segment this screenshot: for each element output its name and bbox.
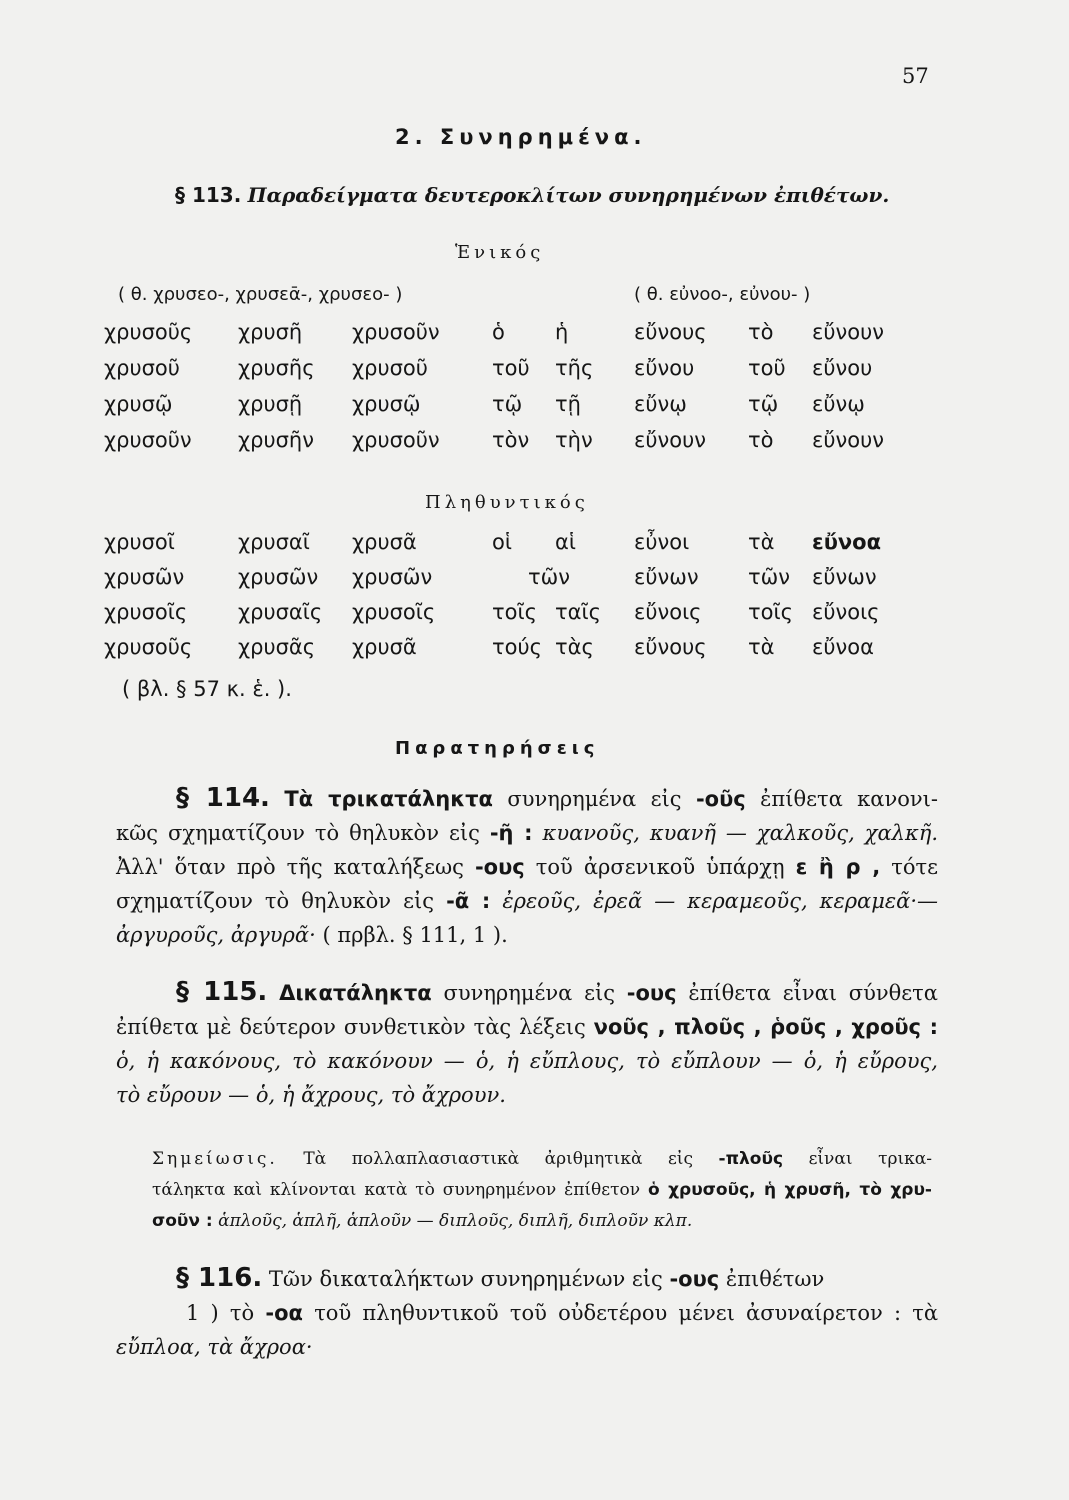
singular-label: Ἑνικός xyxy=(455,242,545,263)
example: εὔπλοα, τὰ ἄχροα· xyxy=(116,1335,313,1359)
table-cell: αἱ xyxy=(555,530,576,554)
ending: -ους xyxy=(669,1267,720,1291)
example: ἀργυροῦς, ἀργυρᾶ· xyxy=(116,923,316,947)
table-cell: χρυσοῦς xyxy=(104,635,193,659)
example: ὁ, ἡ κακόνους, τὸ κακόνουν — ὁ, ἡ εὔπλους, τὸ εὔπλουν — ὁ, ἡ εὔρους, xyxy=(116,1049,938,1073)
text: τάληκτα καὶ κλίνονται κατὰ τὸ συνηρημένον ἐπίθετον xyxy=(152,1180,641,1200)
text: ἐπιθέτων xyxy=(725,1267,825,1291)
words: νοῦς , πλοῦς , ῥοῦς , χροῦς : xyxy=(593,1015,938,1039)
table-cell: χρυσᾶς xyxy=(238,635,316,659)
section-115 xyxy=(116,975,938,1112)
table-cell: εὔνοα xyxy=(812,635,874,659)
table-cell: εὔνουν xyxy=(812,320,884,344)
table-cell: εὔνουν xyxy=(634,428,706,452)
section-sign: § 113. xyxy=(175,183,242,207)
cross-reference: ( βλ. § 57 κ. ἑ. ). xyxy=(122,677,292,701)
table-cell: τῷ xyxy=(748,392,779,416)
table-cell: τῶν xyxy=(748,565,790,589)
text: σχηματίζουν τὸ θηλυκὸν εἰς xyxy=(116,889,434,913)
stems-left: ( θ. χρυσεο-, χρυσεᾱ-, χρυσεο- ) xyxy=(118,284,403,305)
text: τοῦ ἀρσενικοῦ ὑπάρχῃ xyxy=(535,855,785,879)
table-cell: χρυσᾶ xyxy=(352,635,417,659)
section-114 xyxy=(116,781,938,952)
table-cell: τὸ xyxy=(748,320,774,344)
table-cell: τὰ xyxy=(748,635,775,659)
table-cell: εὔνους xyxy=(634,635,707,659)
observations-title: Παρατηρήσεις xyxy=(395,738,600,759)
section-114-lead: Τὰ τρικατάληκτα xyxy=(284,787,493,811)
stems-right: ( θ. εὐνοο-, εὐνου- ) xyxy=(634,284,811,305)
letters: ε ἢ ρ , xyxy=(795,855,881,879)
table-cell: χρυσῷ xyxy=(352,392,421,416)
note-label: Σημείωσις. xyxy=(152,1149,278,1169)
table-cell: χρυσῆν xyxy=(238,428,314,452)
reference: ( πρβλ. § 111, 1 ). xyxy=(322,923,508,947)
text: Τῶν δικαταλήκτων συνηρημένων εἰς xyxy=(268,1267,663,1291)
table-cell: χρυσῇ xyxy=(238,392,303,416)
text: ἐπίθετα μὲ δεύτερον συνθετικὸν τὰς λέξεις xyxy=(116,1015,586,1039)
text: τοῦ πληθυντικοῦ τοῦ οὐδετέρου μένει ἀσυναίρετον : τὰ xyxy=(314,1301,939,1325)
table-cell: χρυσῶν xyxy=(238,565,319,589)
table-cell: ἡ xyxy=(555,320,569,344)
table-cell: οἱ xyxy=(492,530,512,554)
table-cell: χρυσοῖς xyxy=(104,600,188,624)
table-cell: τοῦ xyxy=(748,356,786,380)
section-title: Παραδείγματα δευτεροκλίτων συνηρημένων ἐπιθέτων. xyxy=(247,183,890,207)
table-cell: τὴν xyxy=(555,428,593,452)
example: κυανοῦς, κυανῆ — χαλκοῦς, χαλκῆ. xyxy=(542,821,938,845)
example: τὸ εὔρουν — ὁ, ἡ ἄχρους, τὸ ἄχρουν. xyxy=(116,1083,506,1107)
table-cell: εὔνοις xyxy=(634,600,702,624)
table-cell: χρυσαῖ xyxy=(238,530,310,554)
table-cell: εὔνους xyxy=(634,320,707,344)
table-cell: χρυσοῦ xyxy=(352,356,428,380)
table-cell: χρυσοῦν xyxy=(352,428,440,452)
model-adjective: σοῦν : xyxy=(152,1211,213,1231)
section-115-lead: Δικατάληκτα xyxy=(279,981,432,1005)
table-cell: χρυσοῦ xyxy=(104,356,180,380)
table-cell: χρυσοῦν xyxy=(104,428,192,452)
table-cell: τοῖς xyxy=(492,600,537,624)
page-number: 57 xyxy=(902,64,929,88)
text: συνηρημένα εἰς xyxy=(507,787,682,811)
note xyxy=(152,1144,932,1237)
table-cell: χρυσῶν xyxy=(352,565,433,589)
text: Τὰ πολλαπλασιαστικὰ ἀριθμητικὰ εἰς xyxy=(303,1149,693,1169)
table-cell: τὸν xyxy=(492,428,530,452)
table-cell: τῶν xyxy=(528,565,570,589)
section-113-heading xyxy=(175,183,889,207)
table-cell: τῇ xyxy=(555,392,581,416)
table-cell: τοῦ xyxy=(492,356,530,380)
text: ἐπίθετα εἶναι σύνθετα xyxy=(688,981,938,1005)
table-cell: χρυσᾶ xyxy=(352,530,417,554)
ending: -ους xyxy=(626,981,677,1005)
text: κῶς σχηματίζουν τὸ θηλυκὸν εἰς xyxy=(116,821,480,845)
table-cell: χρυσοῦς xyxy=(104,320,193,344)
chapter-heading: 2. Συνηρημένα. xyxy=(395,125,647,149)
ending: -ῆ : xyxy=(489,821,533,845)
table-cell: τοῖς xyxy=(748,600,793,624)
table-cell: χρυσῷ xyxy=(104,392,173,416)
table-cell: χρυσῆ xyxy=(238,320,303,344)
section-115-sign: § 115. xyxy=(176,977,268,1007)
section-116 xyxy=(116,1261,938,1364)
text: τότε xyxy=(891,855,938,879)
table-cell: εὔνου xyxy=(634,356,695,380)
section-114-sign: § 114. xyxy=(176,783,270,813)
ending: -οα xyxy=(265,1301,303,1325)
text: συνηρημένα εἰς xyxy=(443,981,615,1005)
text: 1 ) τὸ xyxy=(186,1301,255,1325)
table-cell: εὔνοα xyxy=(812,530,882,554)
table-cell: τῷ xyxy=(492,392,523,416)
ending: -ους xyxy=(474,855,525,879)
model-adjective: ὁ χρυσοῦς, ἡ χρυσῆ, τὸ χρυ- xyxy=(647,1180,932,1200)
table-cell: εὔνοις xyxy=(812,600,880,624)
table-cell: χρυσοῖ xyxy=(104,530,175,554)
table-cell: εὔνου xyxy=(812,356,873,380)
table-cell: τῆς xyxy=(555,356,594,380)
ending: -ᾶ : xyxy=(446,889,491,913)
section-116-sign: § 116. xyxy=(176,1263,263,1293)
table-cell: τούς xyxy=(492,635,542,659)
table-cell: εὔνων xyxy=(634,565,699,589)
table-cell: χρυσαῖς xyxy=(238,600,323,624)
ending: -οῦς xyxy=(695,787,746,811)
example: ἁπλοῦς, ἁπλῆ, ἁπλοῦν — διπλοῦς, διπλῆ, διπλοῦν κλπ. xyxy=(218,1211,693,1231)
table-cell: ὁ xyxy=(492,320,505,344)
table-cell: εὔνῳ xyxy=(634,392,687,416)
table-cell: τὸ xyxy=(748,428,774,452)
example: ἐρεοῦς, ἐρεᾶ — κεραμεοῦς, κεραμεᾶ·— xyxy=(502,889,939,913)
table-cell: εὔνῳ xyxy=(812,392,865,416)
table-cell: εὔνουν xyxy=(812,428,884,452)
table-cell: τὰς xyxy=(555,635,594,659)
plural-label: Πληθυντικός xyxy=(425,492,589,513)
text: εἶναι τρικα- xyxy=(808,1149,932,1169)
table-cell: εὖνοι xyxy=(634,530,690,554)
table-cell: εὔνων xyxy=(812,565,877,589)
table-cell: χρυσοῦν xyxy=(352,320,440,344)
table-cell: χρυσῆς xyxy=(238,356,315,380)
table-cell: χρυσοῖς xyxy=(352,600,436,624)
ending: -πλοῦς xyxy=(718,1149,784,1169)
text: Ἀλλ' ὅταν πρὸ τῆς καταλήξεως xyxy=(116,855,464,879)
table-cell: τὰ xyxy=(748,530,775,554)
table-cell: χρυσῶν xyxy=(104,565,185,589)
table-cell: ταῖς xyxy=(555,600,601,624)
text: ἐπίθετα κανονι- xyxy=(760,787,938,811)
